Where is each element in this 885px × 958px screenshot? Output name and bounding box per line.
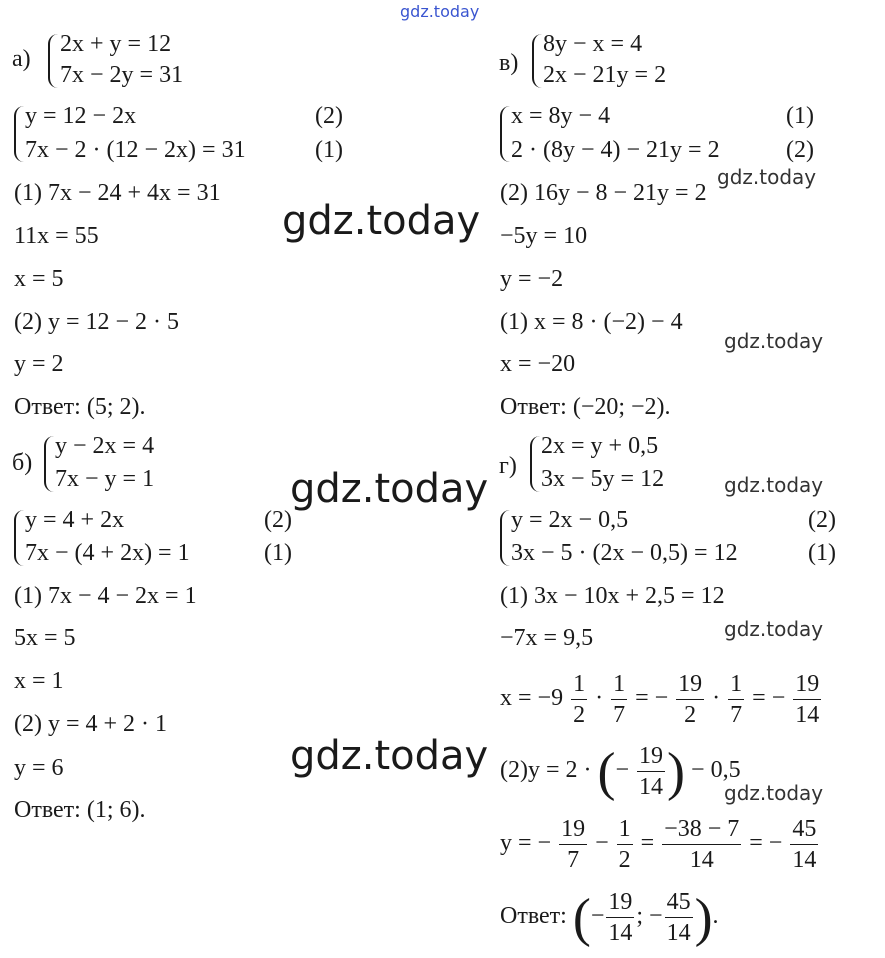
g-y2-frac-3-num: −38 − 7: [662, 814, 741, 845]
g-y2-frac-4: [790, 814, 818, 875]
b-line-4: (2) y = 4 + 2 · 1: [14, 711, 168, 737]
g-x-line: [500, 668, 823, 730]
v-sys2-eq1: x = 8y − 4: [511, 103, 611, 129]
watermark-small-4: gdz.today: [724, 617, 824, 641]
g-y2-frac-2: [617, 814, 633, 875]
b-sys2-eq1: y = 4 + 2x: [25, 507, 125, 533]
watermark-large-1: gdz.today: [282, 198, 481, 244]
g-y2-frac-4-den: 14: [792, 846, 817, 873]
g-y1-paren-close: ): [667, 741, 686, 802]
b-line-1: (1) 7x − 4 − 2x = 1: [14, 583, 197, 609]
g-y1-paren-open: (: [597, 741, 616, 802]
g-x-frac-1-num: 1: [571, 669, 587, 700]
g-answer-frac-2: [665, 887, 693, 948]
a-sys1-eq2: 7x − 2y = 31: [60, 62, 184, 88]
g-answer: [500, 886, 719, 948]
a-line-2: 11x = 55: [14, 223, 99, 249]
g-y2-frac-4-num: 45: [790, 814, 818, 845]
v-line-1: (2) 16y − 8 − 21y = 2: [500, 180, 707, 206]
g-y2-eq-1: =: [640, 830, 655, 856]
a-sys2-eq1: y = 12 − 2x: [25, 103, 137, 129]
a-sys2-eq2: 7x − 2 · (12 − 2x) = 31: [25, 137, 246, 163]
v-sys2-tag2: (2): [786, 137, 814, 163]
g-y2-prefix: y = −: [500, 830, 552, 856]
g-x-eq-1: = −: [635, 685, 669, 711]
g-y1-frac-den: 14: [639, 773, 664, 800]
label-g: г): [499, 453, 517, 479]
a-answer: Ответ: (5; 2).: [14, 394, 146, 420]
g-x-frac-3: [676, 669, 704, 730]
g-answer-prefix: Ответ:: [500, 903, 567, 929]
g-answer-frac-1-den: 14: [608, 919, 633, 946]
g-x-frac-1: [571, 669, 587, 730]
g-answer-frac-2-den: 14: [666, 919, 691, 946]
v-line-3: y = −2: [500, 266, 564, 292]
g-x-frac-2: [611, 669, 627, 730]
v-line-5: x = −20: [500, 351, 576, 377]
g-x-frac-2-den: 7: [613, 701, 626, 728]
g-y1-minus: −: [615, 757, 630, 783]
g-x-frac-5-den: 14: [795, 701, 820, 728]
g-y-line-2: [500, 813, 820, 875]
label-a: а): [12, 46, 31, 72]
b-line-2: 5x = 5: [14, 625, 76, 651]
b-answer: Ответ: (1; 6).: [14, 797, 146, 823]
a-line-3: x = 5: [14, 266, 64, 292]
g-x-frac-4-den: 7: [730, 701, 743, 728]
g-x-frac-1-den: 2: [573, 701, 586, 728]
g-answer-suffix: .: [712, 903, 719, 929]
b-sys2-tag2: (1): [264, 540, 292, 566]
g-y1-frac: [637, 741, 665, 802]
b-sys1-eq1: y − 2x = 4: [55, 433, 155, 459]
g-y2-frac-3: [662, 814, 741, 875]
v-line-2: −5y = 10: [500, 223, 588, 249]
label-b: б): [12, 450, 33, 476]
a-line-5: y = 2: [14, 351, 64, 377]
b-sys2-tag1: (2): [264, 507, 292, 533]
g-answer-frac-1-num: 19: [606, 887, 634, 918]
g-x-frac-3-den: 2: [684, 701, 697, 728]
g-y2-frac-3-den: 14: [689, 846, 714, 873]
g-y2-eq-2: = −: [749, 830, 783, 856]
g-line-1: (1) 3x − 10x + 2,5 = 12: [500, 583, 725, 609]
v-sys2-tag1: (1): [786, 103, 814, 129]
g-answer-frac-2-num: 45: [665, 887, 693, 918]
watermark-large-2: gdz.today: [290, 466, 489, 512]
g-answer-sep: ; −: [636, 903, 663, 929]
g-x-dot-2: ·: [712, 685, 721, 711]
g-sys1-eq2: 3x − 5y = 12: [541, 466, 665, 492]
g-x-prefix: x = −9: [500, 685, 564, 711]
watermark-top: gdz.today: [400, 2, 480, 21]
b-line-3: x = 1: [14, 668, 64, 694]
g-x-frac-4-num: 1: [728, 669, 744, 700]
a-sys1-eq1: 2x + y = 12: [60, 31, 172, 57]
g-sys1-eq1: 2x = y + 0,5: [541, 433, 659, 459]
g-sys2-tag1: (2): [808, 507, 836, 533]
a-sys2-tag1: (2): [315, 103, 343, 129]
g-y1-suffix: − 0,5: [691, 757, 741, 783]
brace-a1: [48, 34, 60, 88]
a-sys2-tag2: (1): [315, 137, 343, 163]
g-answer-paren-open: (: [572, 887, 591, 948]
g-x-frac-2-num: 1: [611, 669, 627, 700]
g-x-frac-4: [728, 669, 744, 730]
b-line-5: y = 6: [14, 755, 64, 781]
watermark-small-1: gdz.today: [717, 165, 817, 189]
g-y2-minus: −: [595, 830, 609, 856]
v-sys2-eq2: 2 · (8y − 4) − 21y = 2: [511, 137, 720, 163]
g-answer-paren-close: ): [694, 887, 713, 948]
g-y2-frac-1: [559, 814, 587, 875]
g-answer-frac-1: [606, 887, 634, 948]
v-answer: Ответ: (−20; −2).: [500, 394, 671, 420]
b-sys2-eq2: 7x − (4 + 2x) = 1: [25, 540, 190, 566]
label-v: в): [499, 50, 519, 76]
g-answer-minus: −: [590, 903, 605, 929]
a-line-1: (1) 7x − 24 + 4x = 31: [14, 180, 221, 206]
g-x-eq-2: = −: [752, 685, 786, 711]
g-sys2-eq2: 3x − 5 · (2x − 0,5) = 12: [511, 540, 738, 566]
g-y1-prefix: (2)y = 2 ·: [500, 757, 592, 783]
g-y1-frac-num: 19: [637, 741, 665, 772]
g-x-dot-1: ·: [595, 685, 604, 711]
b-sys1-eq2: 7x − y = 1: [55, 466, 155, 492]
watermark-large-3: gdz.today: [290, 733, 489, 779]
g-sys2-eq1: y = 2x − 0,5: [511, 507, 629, 533]
watermark-small-2: gdz.today: [724, 329, 824, 353]
g-y2-frac-1-num: 19: [559, 814, 587, 845]
g-x-frac-5-num: 19: [793, 669, 821, 700]
watermark-small-5: gdz.today: [724, 781, 824, 805]
v-line-4: (1) x = 8 · (−2) − 4: [500, 309, 683, 335]
g-y-line-1: [500, 740, 741, 802]
g-line-2: −7x = 9,5: [500, 625, 594, 651]
g-x-frac-5: [793, 669, 821, 730]
watermark-small-3: gdz.today: [724, 473, 824, 497]
g-x-frac-3-num: 19: [676, 669, 704, 700]
v-sys1-eq1: 8y − x = 4: [543, 31, 643, 57]
v-sys1-eq2: 2x − 21y = 2: [543, 62, 667, 88]
g-sys2-tag2: (1): [808, 540, 836, 566]
g-y2-frac-1-den: 7: [567, 846, 580, 873]
a-line-4: (2) y = 12 − 2 · 5: [14, 309, 180, 335]
g-y2-frac-2-den: 2: [618, 846, 631, 873]
g-y2-frac-2-num: 1: [617, 814, 633, 845]
